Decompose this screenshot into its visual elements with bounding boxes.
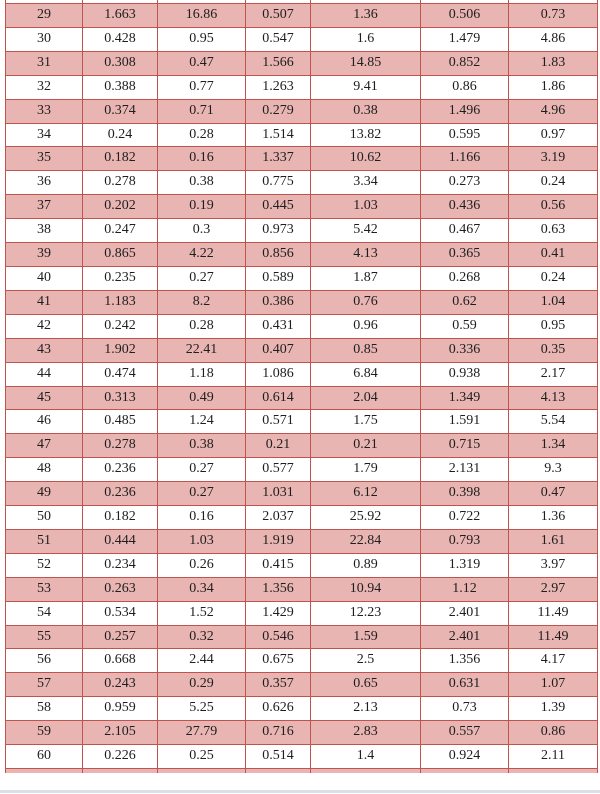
value-cell: 0.86 bbox=[421, 75, 509, 99]
value-cell: 0.202 bbox=[83, 195, 158, 219]
value-cell: 0.263 bbox=[83, 577, 158, 601]
value-cell: 3.34 bbox=[311, 171, 421, 195]
table-row bbox=[6, 266, 598, 290]
value-cell: 9.3 bbox=[509, 458, 598, 482]
value-cell: 0.938 bbox=[421, 362, 509, 386]
table-row bbox=[6, 434, 598, 458]
table-row bbox=[6, 4, 598, 28]
value-cell: 0.73 bbox=[421, 697, 509, 721]
value-cell: 6.12 bbox=[311, 482, 421, 506]
value-cell: 8.2 bbox=[158, 290, 246, 314]
value-cell: 0.27 bbox=[158, 266, 246, 290]
table-row bbox=[6, 290, 598, 314]
value-cell: 0.95 bbox=[509, 314, 598, 338]
value-cell: 0.365 bbox=[421, 243, 509, 267]
row-index-cell: 42 bbox=[6, 314, 83, 338]
value-cell: 5.54 bbox=[509, 410, 598, 434]
value-cell: 1.83 bbox=[509, 51, 598, 75]
table-row bbox=[6, 601, 598, 625]
value-cell: 0.62 bbox=[421, 290, 509, 314]
value-cell: 12.23 bbox=[311, 601, 421, 625]
value-cell: 1.479 bbox=[421, 27, 509, 51]
row-index-cell: 59 bbox=[6, 721, 83, 745]
table-row bbox=[6, 673, 598, 697]
value-cell: 0.436 bbox=[421, 195, 509, 219]
value-cell: 1.031 bbox=[246, 482, 311, 506]
value-cell: 1.183 bbox=[83, 290, 158, 314]
table-body bbox=[6, 4, 598, 769]
table-row bbox=[6, 697, 598, 721]
value-cell: 11.49 bbox=[509, 601, 598, 625]
row-index-cell: 56 bbox=[6, 649, 83, 673]
value-cell: 0.86 bbox=[509, 721, 598, 745]
value-cell: 0.3 bbox=[158, 219, 246, 243]
value-cell: 0.95 bbox=[158, 27, 246, 51]
value-cell: 0.24 bbox=[83, 123, 158, 147]
value-cell: 1.086 bbox=[246, 362, 311, 386]
table-row bbox=[6, 195, 598, 219]
value-cell: 0.557 bbox=[421, 721, 509, 745]
value-cell: 0.279 bbox=[246, 99, 311, 123]
value-cell: 1.79 bbox=[311, 458, 421, 482]
value-cell: 1.07 bbox=[509, 673, 598, 697]
value-cell: 5.25 bbox=[158, 697, 246, 721]
value-cell: 0.388 bbox=[83, 75, 158, 99]
table-row bbox=[6, 577, 598, 601]
value-cell: 0.386 bbox=[246, 290, 311, 314]
value-cell: 1.87 bbox=[311, 266, 421, 290]
value-cell: 0.856 bbox=[246, 243, 311, 267]
value-cell: 0.546 bbox=[246, 625, 311, 649]
value-cell: 2.04 bbox=[311, 386, 421, 410]
value-cell: 1.496 bbox=[421, 99, 509, 123]
value-cell: 0.431 bbox=[246, 314, 311, 338]
value-cell: 0.865 bbox=[83, 243, 158, 267]
row-index-cell: 36 bbox=[6, 171, 83, 195]
value-cell: 0.21 bbox=[311, 434, 421, 458]
table-row bbox=[6, 338, 598, 362]
value-cell: 0.38 bbox=[158, 171, 246, 195]
data-table bbox=[5, 3, 598, 769]
value-cell: 1.12 bbox=[421, 577, 509, 601]
table-row bbox=[6, 171, 598, 195]
value-cell: 0.534 bbox=[83, 601, 158, 625]
value-cell: 1.34 bbox=[509, 434, 598, 458]
value-cell: 0.775 bbox=[246, 171, 311, 195]
value-cell: 0.595 bbox=[421, 123, 509, 147]
value-cell: 0.24 bbox=[509, 171, 598, 195]
value-cell: 0.357 bbox=[246, 673, 311, 697]
value-cell: 0.407 bbox=[246, 338, 311, 362]
table-row bbox=[6, 721, 598, 745]
value-cell: 0.32 bbox=[158, 625, 246, 649]
row-index-cell: 58 bbox=[6, 697, 83, 721]
value-cell: 2.13 bbox=[311, 697, 421, 721]
row-index-cell: 46 bbox=[6, 410, 83, 434]
row-index-cell: 30 bbox=[6, 27, 83, 51]
row-index-cell: 47 bbox=[6, 434, 83, 458]
value-cell: 0.247 bbox=[83, 219, 158, 243]
value-cell: 0.28 bbox=[158, 123, 246, 147]
row-index-cell: 31 bbox=[6, 51, 83, 75]
value-cell: 0.445 bbox=[246, 195, 311, 219]
table-row bbox=[6, 745, 598, 769]
value-cell: 1.514 bbox=[246, 123, 311, 147]
row-index-cell: 33 bbox=[6, 99, 83, 123]
row-index-cell: 51 bbox=[6, 529, 83, 553]
value-cell: 1.263 bbox=[246, 75, 311, 99]
value-cell: 2.401 bbox=[421, 625, 509, 649]
value-cell: 1.591 bbox=[421, 410, 509, 434]
value-cell: 2.83 bbox=[311, 721, 421, 745]
value-cell: 1.902 bbox=[83, 338, 158, 362]
value-cell: 4.13 bbox=[311, 243, 421, 267]
value-cell: 0.278 bbox=[83, 171, 158, 195]
value-cell: 2.131 bbox=[421, 458, 509, 482]
value-cell: 0.16 bbox=[158, 147, 246, 171]
value-cell: 0.959 bbox=[83, 697, 158, 721]
value-cell: 0.716 bbox=[246, 721, 311, 745]
row-index-cell: 45 bbox=[6, 386, 83, 410]
value-cell: 0.65 bbox=[311, 673, 421, 697]
table-row bbox=[6, 99, 598, 123]
value-cell: 0.507 bbox=[246, 4, 311, 28]
value-cell: 9.41 bbox=[311, 75, 421, 99]
value-cell: 2.105 bbox=[83, 721, 158, 745]
value-cell: 0.41 bbox=[509, 243, 598, 267]
value-cell: 1.36 bbox=[311, 4, 421, 28]
value-cell: 0.97 bbox=[509, 123, 598, 147]
value-cell: 1.6 bbox=[311, 27, 421, 51]
value-cell: 2.17 bbox=[509, 362, 598, 386]
value-cell: 0.631 bbox=[421, 673, 509, 697]
value-cell: 1.36 bbox=[509, 506, 598, 530]
value-cell: 0.27 bbox=[158, 458, 246, 482]
table-row bbox=[6, 529, 598, 553]
value-cell: 1.4 bbox=[311, 745, 421, 769]
value-cell: 0.28 bbox=[158, 314, 246, 338]
value-cell: 0.675 bbox=[246, 649, 311, 673]
table-row bbox=[6, 27, 598, 51]
empty-cell bbox=[6, 769, 83, 773]
value-cell: 1.349 bbox=[421, 386, 509, 410]
value-cell: 0.374 bbox=[83, 99, 158, 123]
value-cell: 2.97 bbox=[509, 577, 598, 601]
value-cell: 1.337 bbox=[246, 147, 311, 171]
value-cell: 0.71 bbox=[158, 99, 246, 123]
value-cell: 1.61 bbox=[509, 529, 598, 553]
value-cell: 2.11 bbox=[509, 745, 598, 769]
value-cell: 0.56 bbox=[509, 195, 598, 219]
value-cell: 1.03 bbox=[158, 529, 246, 553]
value-cell: 1.24 bbox=[158, 410, 246, 434]
value-cell: 0.278 bbox=[83, 434, 158, 458]
value-cell: 0.268 bbox=[421, 266, 509, 290]
value-cell: 0.85 bbox=[311, 338, 421, 362]
value-cell: 1.319 bbox=[421, 553, 509, 577]
table-row bbox=[6, 410, 598, 434]
value-cell: 0.29 bbox=[158, 673, 246, 697]
table-row bbox=[6, 314, 598, 338]
value-cell: 0.38 bbox=[158, 434, 246, 458]
value-cell: 0.467 bbox=[421, 219, 509, 243]
value-cell: 0.182 bbox=[83, 506, 158, 530]
value-cell: 0.313 bbox=[83, 386, 158, 410]
value-cell: 0.27 bbox=[158, 482, 246, 506]
value-cell: 1.04 bbox=[509, 290, 598, 314]
row-index-cell: 40 bbox=[6, 266, 83, 290]
table-row bbox=[6, 553, 598, 577]
value-cell: 0.589 bbox=[246, 266, 311, 290]
value-cell: 0.24 bbox=[509, 266, 598, 290]
value-cell: 16.86 bbox=[158, 4, 246, 28]
value-cell: 0.924 bbox=[421, 745, 509, 769]
empty-cell bbox=[509, 769, 598, 773]
value-cell: 0.308 bbox=[83, 51, 158, 75]
table-row bbox=[6, 219, 598, 243]
value-cell: 1.03 bbox=[311, 195, 421, 219]
value-cell: 27.79 bbox=[158, 721, 246, 745]
value-cell: 22.84 bbox=[311, 529, 421, 553]
table-row bbox=[6, 147, 598, 171]
table-row bbox=[6, 243, 598, 267]
value-cell: 4.17 bbox=[509, 649, 598, 673]
value-cell: 1.75 bbox=[311, 410, 421, 434]
value-cell: 0.226 bbox=[83, 745, 158, 769]
empty-cell bbox=[311, 769, 421, 773]
value-cell: 0.19 bbox=[158, 195, 246, 219]
row-index-cell: 55 bbox=[6, 625, 83, 649]
row-index-cell: 37 bbox=[6, 195, 83, 219]
table-row bbox=[6, 75, 598, 99]
value-cell: 0.614 bbox=[246, 386, 311, 410]
value-cell: 0.668 bbox=[83, 649, 158, 673]
value-cell: 13.82 bbox=[311, 123, 421, 147]
table-row bbox=[6, 458, 598, 482]
value-cell: 0.49 bbox=[158, 386, 246, 410]
row-index-cell: 57 bbox=[6, 673, 83, 697]
value-cell: 0.35 bbox=[509, 338, 598, 362]
value-cell: 4.96 bbox=[509, 99, 598, 123]
value-cell: 0.626 bbox=[246, 697, 311, 721]
row-index-cell: 54 bbox=[6, 601, 83, 625]
row-index-cell: 43 bbox=[6, 338, 83, 362]
row-index-cell: 39 bbox=[6, 243, 83, 267]
value-cell: 0.34 bbox=[158, 577, 246, 601]
value-cell: 0.485 bbox=[83, 410, 158, 434]
value-cell: 0.243 bbox=[83, 673, 158, 697]
empty-cell bbox=[83, 769, 158, 773]
value-cell: 0.89 bbox=[311, 553, 421, 577]
empty-cell bbox=[158, 769, 246, 773]
value-cell: 2.401 bbox=[421, 601, 509, 625]
table-row bbox=[6, 386, 598, 410]
value-cell: 4.86 bbox=[509, 27, 598, 51]
value-cell: 0.73 bbox=[509, 4, 598, 28]
row-index-cell: 52 bbox=[6, 553, 83, 577]
value-cell: 1.166 bbox=[421, 147, 509, 171]
value-cell: 1.429 bbox=[246, 601, 311, 625]
value-cell: 0.242 bbox=[83, 314, 158, 338]
value-cell: 0.38 bbox=[311, 99, 421, 123]
value-cell: 0.973 bbox=[246, 219, 311, 243]
value-cell: 0.182 bbox=[83, 147, 158, 171]
row-index-cell: 53 bbox=[6, 577, 83, 601]
table-row bbox=[6, 506, 598, 530]
value-cell: 3.19 bbox=[509, 147, 598, 171]
value-cell: 0.236 bbox=[83, 458, 158, 482]
value-cell: 3.97 bbox=[509, 553, 598, 577]
value-cell: 0.547 bbox=[246, 27, 311, 51]
value-cell: 6.84 bbox=[311, 362, 421, 386]
table-row bbox=[6, 649, 598, 673]
value-cell: 1.52 bbox=[158, 601, 246, 625]
value-cell: 0.273 bbox=[421, 171, 509, 195]
value-cell: 1.566 bbox=[246, 51, 311, 75]
value-cell: 2.037 bbox=[246, 506, 311, 530]
value-cell: 0.257 bbox=[83, 625, 158, 649]
value-cell: 0.63 bbox=[509, 219, 598, 243]
value-cell: 11.49 bbox=[509, 625, 598, 649]
value-cell: 4.22 bbox=[158, 243, 246, 267]
value-cell: 4.13 bbox=[509, 386, 598, 410]
table-row bbox=[6, 625, 598, 649]
value-cell: 0.47 bbox=[509, 482, 598, 506]
value-cell: 0.852 bbox=[421, 51, 509, 75]
value-cell: 0.236 bbox=[83, 482, 158, 506]
row-index-cell: 44 bbox=[6, 362, 83, 386]
value-cell: 0.444 bbox=[83, 529, 158, 553]
row-index-cell: 34 bbox=[6, 123, 83, 147]
value-cell: 1.356 bbox=[246, 577, 311, 601]
empty-cell bbox=[246, 769, 311, 773]
value-cell: 0.96 bbox=[311, 314, 421, 338]
table-row-remnant bbox=[6, 769, 598, 773]
value-cell: 0.474 bbox=[83, 362, 158, 386]
value-cell: 0.514 bbox=[246, 745, 311, 769]
value-cell: 22.41 bbox=[158, 338, 246, 362]
value-cell: 0.234 bbox=[83, 553, 158, 577]
value-cell: 0.398 bbox=[421, 482, 509, 506]
value-cell: 0.26 bbox=[158, 553, 246, 577]
value-cell: 0.722 bbox=[421, 506, 509, 530]
value-cell: 5.42 bbox=[311, 219, 421, 243]
value-cell: 0.21 bbox=[246, 434, 311, 458]
value-cell: 2.5 bbox=[311, 649, 421, 673]
value-cell: 0.415 bbox=[246, 553, 311, 577]
value-cell: 1.356 bbox=[421, 649, 509, 673]
value-cell: 1.39 bbox=[509, 697, 598, 721]
value-cell: 0.25 bbox=[158, 745, 246, 769]
value-cell: 0.235 bbox=[83, 266, 158, 290]
value-cell: 10.62 bbox=[311, 147, 421, 171]
next-row-remnant bbox=[5, 769, 598, 773]
value-cell: 14.85 bbox=[311, 51, 421, 75]
empty-cell bbox=[421, 769, 509, 773]
value-cell: 1.919 bbox=[246, 529, 311, 553]
row-index-cell: 50 bbox=[6, 506, 83, 530]
table-row bbox=[6, 51, 598, 75]
page-divider-line bbox=[0, 790, 600, 793]
value-cell: 10.94 bbox=[311, 577, 421, 601]
value-cell: 0.336 bbox=[421, 338, 509, 362]
row-index-cell: 38 bbox=[6, 219, 83, 243]
value-cell: 1.663 bbox=[83, 4, 158, 28]
row-index-cell: 29 bbox=[6, 4, 83, 28]
value-cell: 0.77 bbox=[158, 75, 246, 99]
table-row bbox=[6, 362, 598, 386]
value-cell: 0.59 bbox=[421, 314, 509, 338]
value-cell: 0.715 bbox=[421, 434, 509, 458]
row-index-cell: 41 bbox=[6, 290, 83, 314]
table-row bbox=[6, 123, 598, 147]
value-cell: 0.793 bbox=[421, 529, 509, 553]
value-cell: 25.92 bbox=[311, 506, 421, 530]
row-index-cell: 60 bbox=[6, 745, 83, 769]
value-cell: 1.86 bbox=[509, 75, 598, 99]
row-index-cell: 32 bbox=[6, 75, 83, 99]
row-index-cell: 49 bbox=[6, 482, 83, 506]
value-cell: 0.571 bbox=[246, 410, 311, 434]
table-row bbox=[6, 482, 598, 506]
value-cell: 0.47 bbox=[158, 51, 246, 75]
value-cell: 0.16 bbox=[158, 506, 246, 530]
value-cell: 2.44 bbox=[158, 649, 246, 673]
value-cell: 1.59 bbox=[311, 625, 421, 649]
value-cell: 0.76 bbox=[311, 290, 421, 314]
value-cell: 0.506 bbox=[421, 4, 509, 28]
value-cell: 0.428 bbox=[83, 27, 158, 51]
value-cell: 1.18 bbox=[158, 362, 246, 386]
value-cell: 0.577 bbox=[246, 458, 311, 482]
row-index-cell: 48 bbox=[6, 458, 83, 482]
document-table-region bbox=[5, 0, 597, 773]
row-index-cell: 35 bbox=[6, 147, 83, 171]
